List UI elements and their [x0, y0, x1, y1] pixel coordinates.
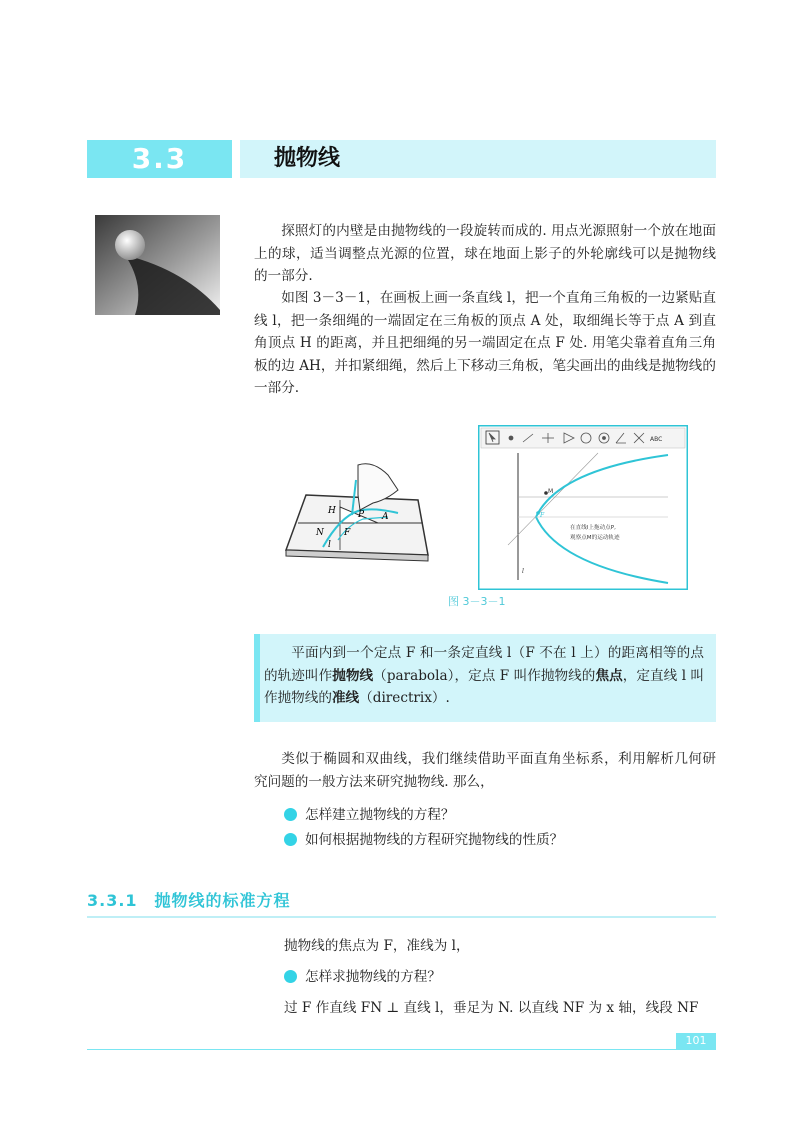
term-directrix: 准线	[331, 690, 360, 706]
bullet-dot-icon	[284, 833, 297, 846]
label-A: A	[382, 512, 389, 522]
ball-shadow-photo	[95, 215, 220, 315]
toolbar-abc: ABC	[650, 436, 663, 443]
footer-divider	[87, 1049, 716, 1050]
bullet-dot-icon	[284, 808, 297, 821]
paragraph-construction: 如图 3－3－1，在画板上画一条直线 l，把一个直角三角板的一边紧贴直线 l，把一条细绳的一端固定在三角板的顶点 A 处，取细绳长等于点 A 到直角顶点 H 的距离，并且把细绳的另一端固定在点 F 处. 用笔尖靠着直角三角板的边 AH，并扣紧细绳，然后上下移动三角板，笔尖画出的曲线是抛物线的一部分.	[254, 290, 716, 396]
label-l: l	[328, 540, 331, 550]
note-line-2: 观察点M的运动轨迹	[570, 535, 620, 541]
drawing-board-figure	[278, 455, 446, 570]
term-focus: 焦点	[595, 667, 623, 684]
note-line-1: 在直线l上拖动点P,	[570, 525, 616, 531]
subsection-divider	[87, 916, 716, 918]
text-construction-axis: 过 F 作直线 FN ⊥ 直线 l，垂足为 N. 以直线 NF 为 x 轴，线段 NF	[284, 1000, 699, 1016]
figure-caption: 图 3－3－1	[448, 595, 506, 608]
definition-text: 平面内到一个定点 F 和一条定直线 l（F 不在 l 上）的距离相等的点的轨迹叫作抛物线（parabola），定点 F 叫作抛物线的焦点，定直线 l 叫作抛物线的准线（directrix）.	[264, 645, 705, 706]
section-number: 3.3	[131, 142, 188, 175]
label-l-right: l	[522, 568, 524, 575]
label-H: H	[328, 506, 336, 516]
label-N: N	[316, 528, 324, 538]
label-F: F	[344, 528, 351, 538]
geometry-software-figure	[478, 425, 688, 590]
question-item-1: 怎样建立抛物线的方程？	[284, 805, 455, 825]
question-item-2: 如何根据抛物线的方程研究抛物线的性质？	[284, 830, 563, 850]
bullet-dot-icon	[284, 970, 297, 983]
text-focus-directrix: 抛物线的焦点为 F，准线为 l，	[284, 938, 470, 954]
label-F-right: F	[540, 512, 545, 519]
label-P: P	[358, 510, 365, 520]
label-M: M	[548, 488, 554, 495]
term-parabola: 抛物线	[332, 667, 374, 684]
paragraph-method: 类似于椭圆和双曲线，我们继续借助平面直角坐标系，利用解析几何研究问题的一般方法来研究抛物线. 那么，	[254, 751, 716, 790]
subsection-title: 3.3.1 抛物线的标准方程	[87, 891, 291, 910]
paragraph-intro: 探照灯的内壁是由抛物线的一段旋转而成的. 用点光源照射一个放在地面上的球，适当调整点光源的位置，球在地面上影子的外轮廓线可以是抛物线的一部分.	[254, 223, 716, 284]
page-number: 101	[676, 1033, 716, 1049]
section-title: 抛物线	[274, 146, 341, 171]
question-item-3: 怎样求抛物线的方程？	[284, 967, 441, 987]
